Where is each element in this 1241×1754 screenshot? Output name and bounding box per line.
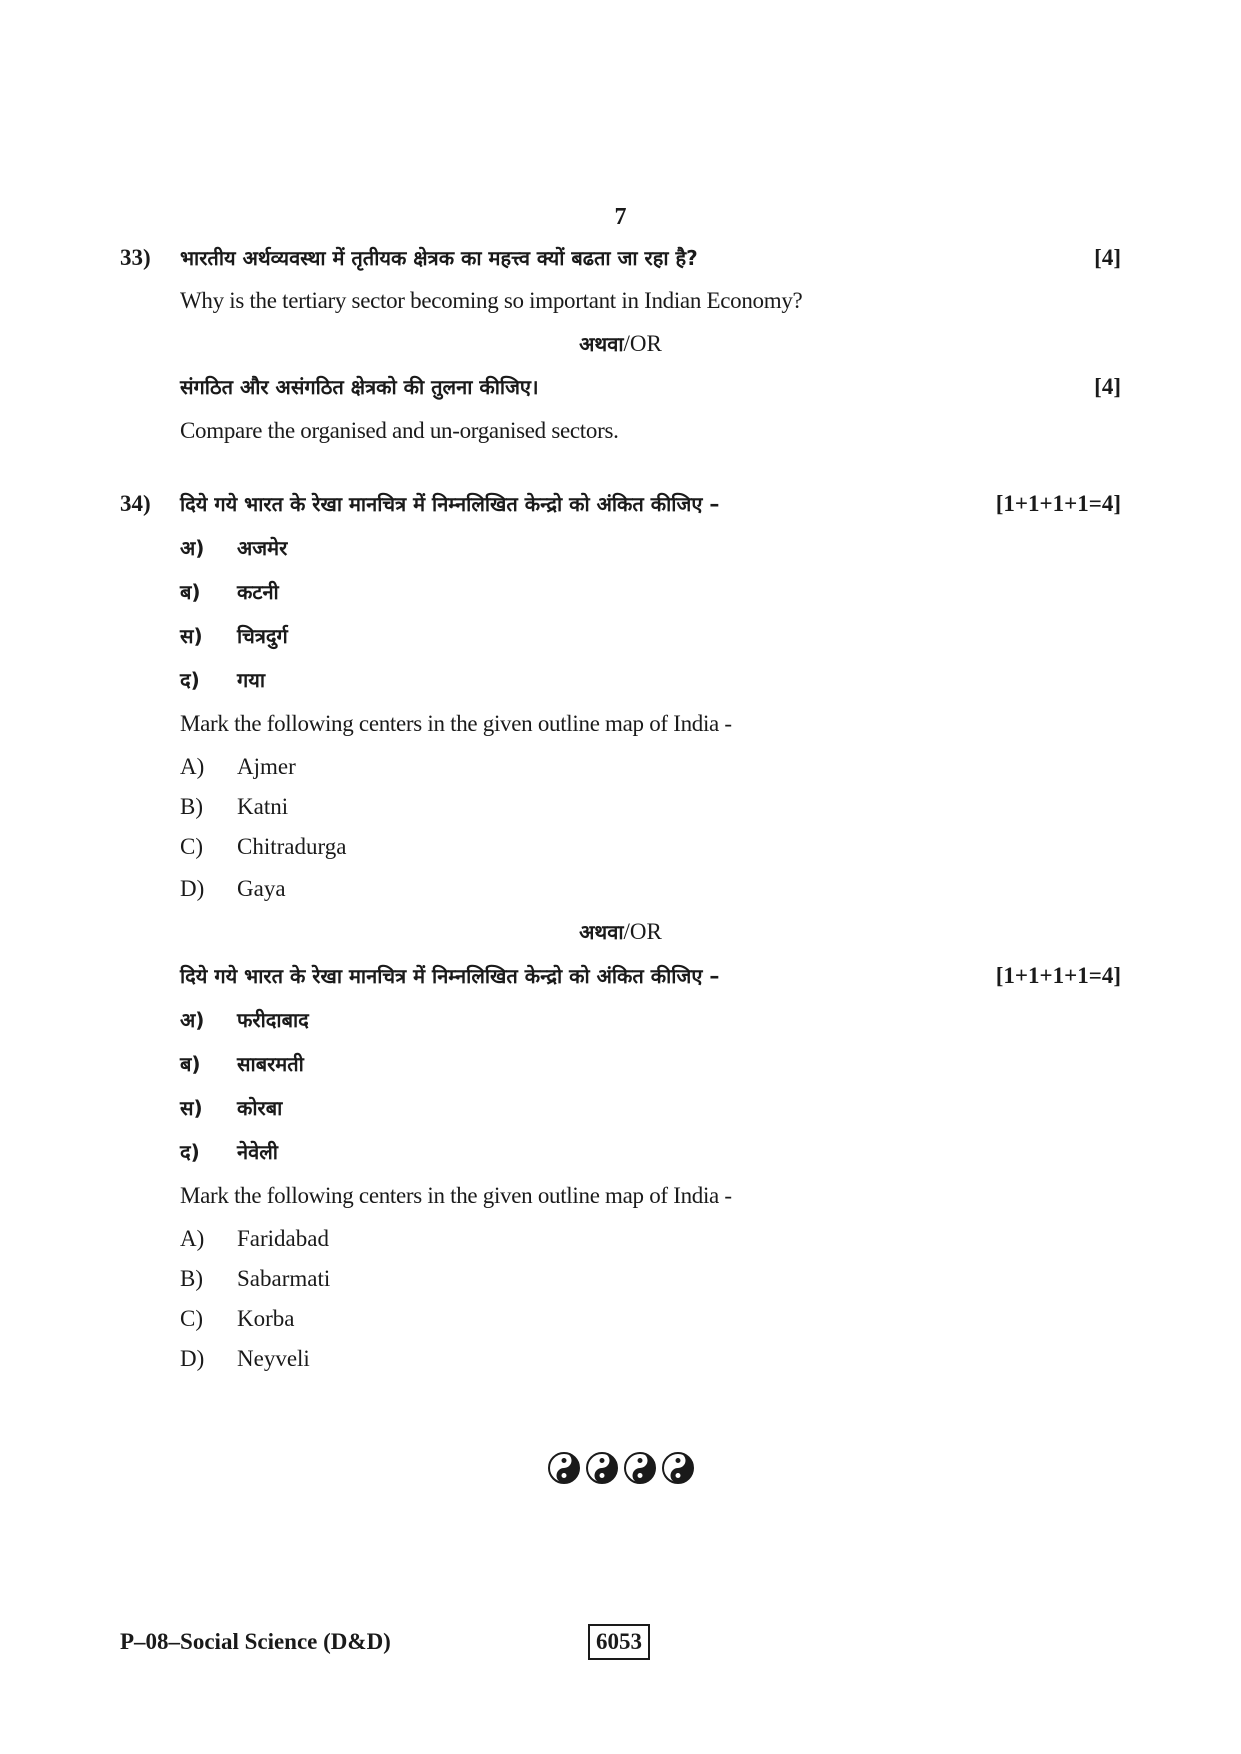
alt-english-option-label: C) bbox=[180, 1306, 203, 1331]
alt-english-option-text: Sabarmati bbox=[237, 1266, 331, 1291]
paper-code-box: 6053 bbox=[588, 1624, 650, 1660]
or-english-label: /OR bbox=[623, 331, 662, 356]
hindi-option-label: स) bbox=[180, 624, 203, 648]
question-33-alt-hindi: संगठित और असंगठित क्षेत्रको की तुलना कीजिए। bbox=[180, 375, 539, 399]
page-number: 7 bbox=[614, 204, 627, 230]
english-option-label: C) bbox=[180, 834, 203, 859]
alt-hindi-option-label: अ) bbox=[180, 1008, 205, 1032]
alt-hindi-option-text: कोरबा bbox=[237, 1096, 283, 1120]
or-english-label: /OR bbox=[623, 919, 662, 944]
alt-english-option-label: B) bbox=[180, 1266, 203, 1291]
question-34-hindi: दिये गये भारत के रेखा मानचित्र में निम्नलिखित केन्द्रो को अंकित कीजिए – bbox=[180, 492, 720, 516]
yin-yang-icon bbox=[662, 1452, 694, 1484]
english-option-label: D) bbox=[180, 876, 205, 901]
english-option-text: Ajmer bbox=[237, 754, 296, 779]
question-34-alt-marks: [1+1+1+1=4] bbox=[995, 963, 1121, 988]
hindi-option-label: द) bbox=[180, 668, 200, 692]
hindi-option-text: कटनी bbox=[237, 580, 279, 604]
alt-english-option-text: Neyveli bbox=[237, 1346, 310, 1371]
paper-title: P–08–Social Science (D&D) bbox=[120, 1629, 391, 1654]
english-option-text: Katni bbox=[237, 794, 289, 819]
question-33-alt-english: Compare the organised and un-organised sectors. bbox=[180, 418, 619, 443]
question-33-number: 33) bbox=[120, 245, 151, 270]
alt-english-option-label: D) bbox=[180, 1346, 205, 1371]
english-option-label: B) bbox=[180, 794, 203, 819]
hindi-option-label: ब) bbox=[180, 580, 201, 604]
alt-english-option-text: Korba bbox=[237, 1306, 295, 1331]
hindi-option-text: अजमेर bbox=[237, 536, 288, 560]
question-33-english: Why is the tertiary sector becoming so important in Indian Economy? bbox=[180, 288, 803, 313]
yin-yang-icon bbox=[624, 1452, 656, 1484]
alt-hindi-option-label: स) bbox=[180, 1096, 203, 1120]
english-option-text: Chitradurga bbox=[237, 834, 347, 859]
question-34-alt-english: Mark the following centers in the given outline map of India - bbox=[180, 1183, 732, 1208]
question-34-marks: [1+1+1+1=4] bbox=[995, 491, 1121, 516]
question-33-marks: [4] bbox=[1094, 245, 1121, 270]
alt-hindi-option-text: नेवेली bbox=[237, 1140, 278, 1164]
end-ornament bbox=[0, 1452, 1241, 1484]
hindi-option-text: चित्रदुर्ग bbox=[237, 624, 288, 648]
alt-hindi-option-text: फरीदाबाद bbox=[237, 1008, 309, 1032]
alt-english-option-label: A) bbox=[180, 1226, 205, 1251]
hindi-option-label: अ) bbox=[180, 536, 205, 560]
hindi-option-text: गया bbox=[237, 668, 266, 692]
alt-hindi-option-label: ब) bbox=[180, 1052, 201, 1076]
question-33-alt-marks: [4] bbox=[1094, 374, 1121, 399]
question-33-hindi: भारतीय अर्थव्यवस्था में तृतीयक क्षेत्रक का महत्त्व क्यों बढता जा रहा है? bbox=[180, 246, 698, 270]
question-34-alt-hindi: दिये गये भारत के रेखा मानचित्र में निम्नलिखित केन्द्रो को अंकित कीजिए – bbox=[180, 964, 720, 988]
question-34-or-divider bbox=[0, 917, 1241, 947]
alt-english-option-text: Faridabad bbox=[237, 1226, 329, 1251]
alt-hindi-option-text: साबरमती bbox=[237, 1052, 304, 1076]
question-34-english: Mark the following centers in the given outline map of India - bbox=[180, 711, 732, 736]
question-33-or-divider bbox=[0, 329, 1241, 359]
english-option-label: A) bbox=[180, 754, 205, 779]
english-option-text: Gaya bbox=[237, 876, 286, 901]
yin-yang-icon bbox=[548, 1452, 580, 1484]
question-34-number: 34) bbox=[120, 491, 151, 516]
or-hindi-label: अथवा bbox=[579, 920, 624, 944]
or-hindi-label: अथवा bbox=[579, 332, 624, 356]
yin-yang-icon bbox=[586, 1452, 618, 1484]
alt-hindi-option-label: द) bbox=[180, 1140, 200, 1164]
